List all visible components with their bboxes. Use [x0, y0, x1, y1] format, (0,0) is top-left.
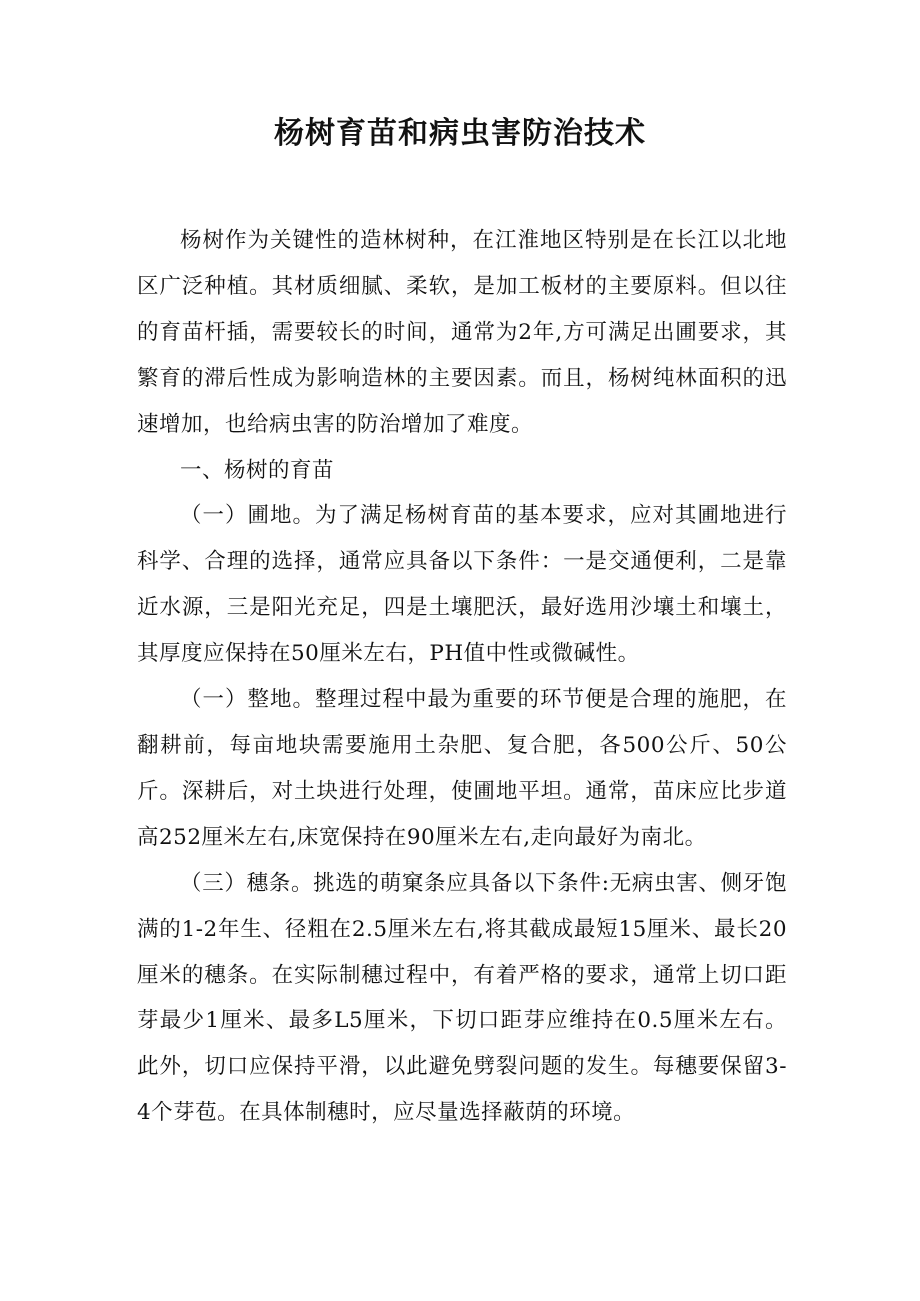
paragraph-land-preparation: （一）整地。整理过程中最为重要的环节便是合理的施肥，在翻耕前，每亩地块需要施用土杂肥、复合肥，各500公斤、50公斤。深耕后，对土块进行处理，使圃地平坦。通常，苗床应比步道高252厘米左右,床宽保持在90厘米左右,走向最好为南北。	[137, 687, 787, 850]
paragraph-cuttings: （三）穗条。挑选的萌窠条应具备以下条件:无病虫害、侧牙饱满的1-2年生、径粗在2.5厘米左右,将其截成最短15厘米、最长20厘米的穗条。在实际制穗过程中，有着严格的要求，通常上切口距芽最少1厘米、最多L5厘米，下切口距芽应维持在0.5厘米左右。此外，切口应保持平滑，以此避免劈裂问题的发生。每穗要保留3-4个芽苞。在具体制穗时，应尽量选择蔽荫的环境。	[137, 870, 787, 1126]
intro-paragraph: 杨树作为关键性的造林树种，在江淮地区特别是在长江以北地区广泛种植。其材质细腻、柔软，是加工板材的主要原料。但以往的育苗杆插，需要较长的时间，通常为2年,方可满足出圃要求，其繁育的滞后性成为影响造林的主要因素。而且，杨树纯林面积的迅速增加，也给病虫害的防治增加了难度。	[137, 228, 787, 437]
document-body	[137, 218, 787, 1136]
section-heading-seedling: 一、杨树的育苗	[180, 457, 335, 483]
paragraph-nursery-land: （一）圃地。为了满足杨树育苗的基本要求，应对其圃地进行科学、合理的选择，通常应具备以下条件：一是交通便利，二是靠近水源，三是阳光充足，四是土壤肥沃，最好选用沙壤土和壤土，其厚度应保持在50厘米左右，PH值中性或微碱性。	[137, 503, 787, 667]
document-title: 杨树育苗和病虫害防治技术	[274, 116, 646, 151]
